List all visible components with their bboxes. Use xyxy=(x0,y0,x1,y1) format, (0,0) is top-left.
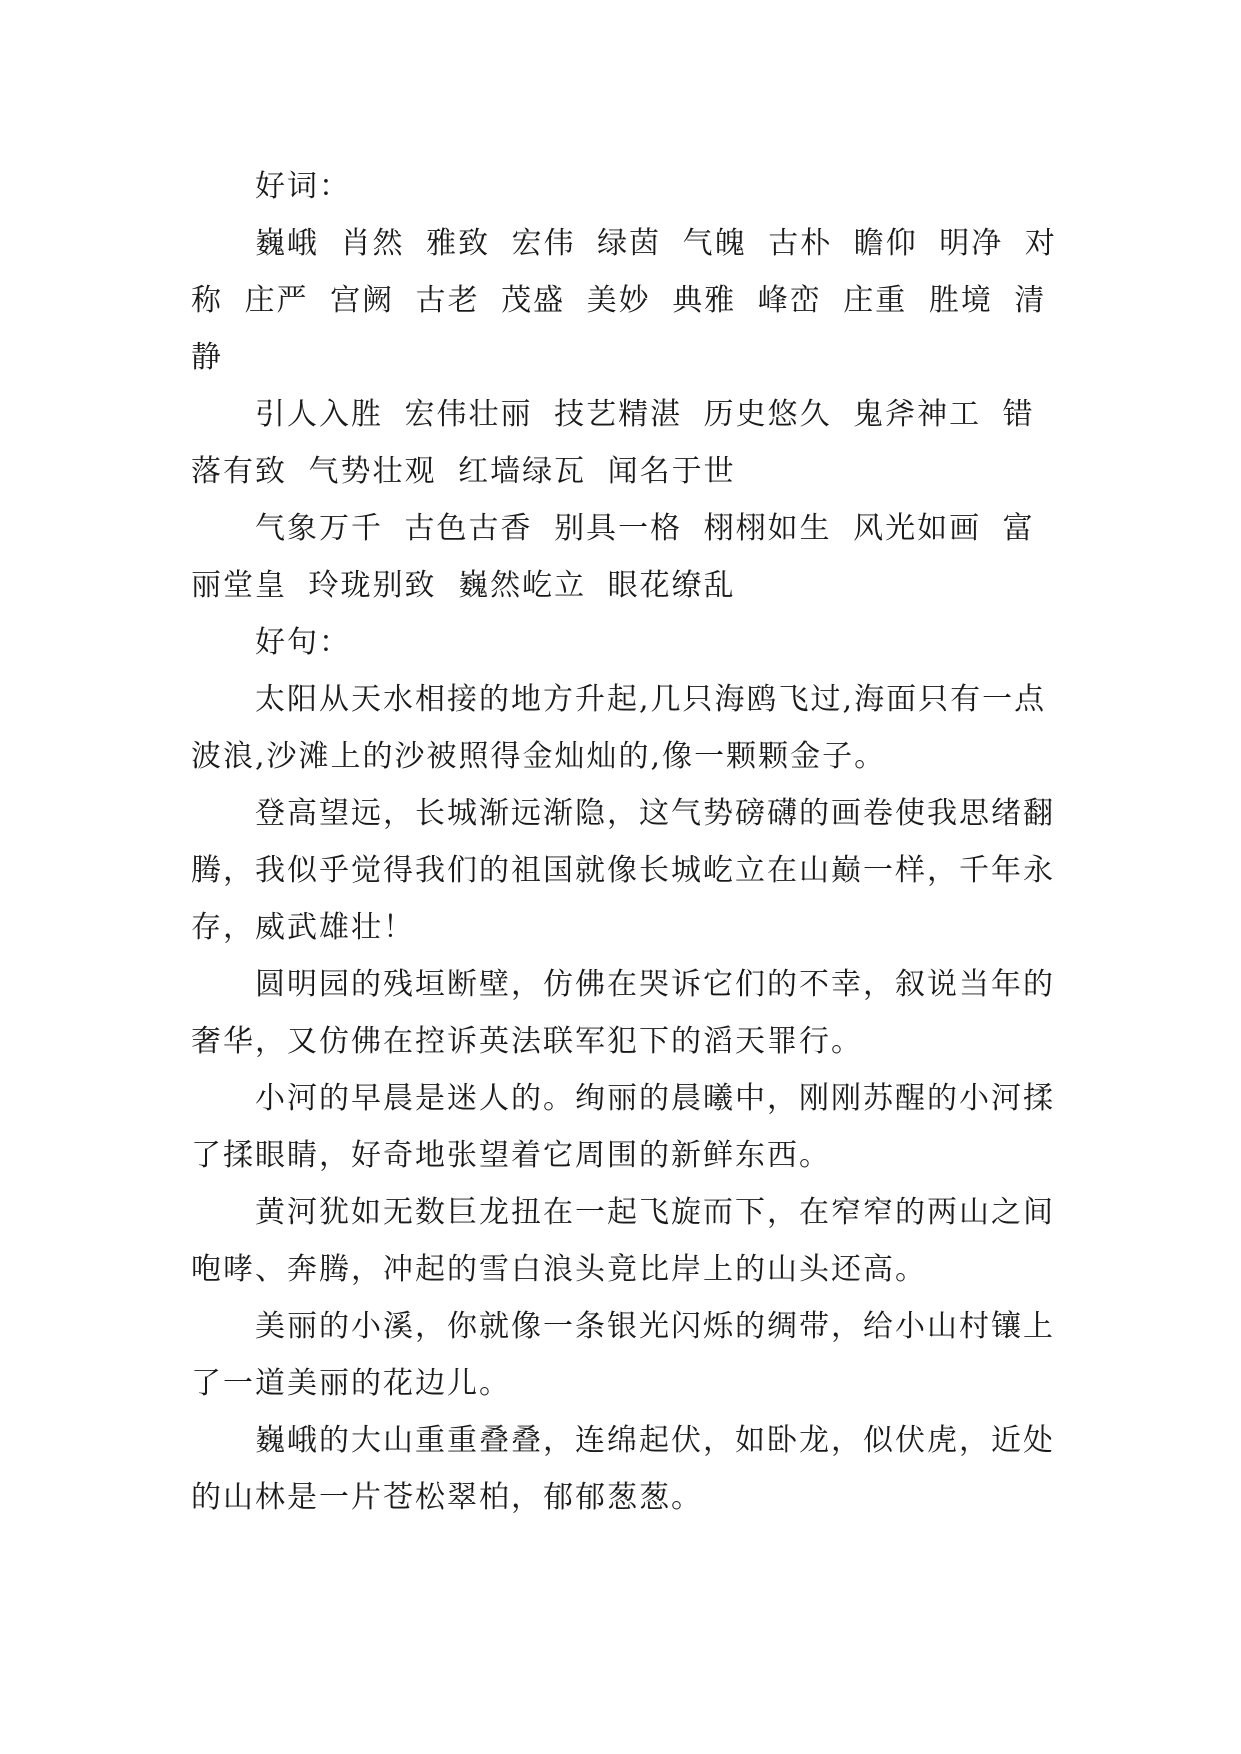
word-list-idioms-2: 气象万千 古色古香 别具一格 栩栩如生 风光如画 富丽堂皇 玲珑别致 巍然屹立 眼花缭乱 xyxy=(191,511,1035,603)
sentence-paragraph: 圆明园的残垣断壁，仿佛在哭诉它们的不幸，叙说当年的奢华，又仿佛在控诉英法联军犯下的滔天罪行。 xyxy=(191,967,1055,1059)
word-list-idioms-1: 引人入胜 宏伟壮丽 技艺精湛 历史悠久 鬼斧神工 错落有致 气势壮观 红墙绿瓦 闻名于世 xyxy=(191,397,1035,489)
sentence-paragraph: 黄河犹如无数巨龙扭在一起飞旋而下，在窄窄的两山之间咆哮、奔腾，冲起的雪白浪头竟比岸上的山头还高。 xyxy=(191,1195,1055,1287)
sentence-paragraph: 美丽的小溪，你就像一条银光闪烁的绸带，给小山村镶上了一道美丽的花边儿。 xyxy=(191,1309,1055,1401)
heading-good-words: 好词： xyxy=(255,169,351,204)
sentence-paragraph: 登高望远，长城渐远渐隐，这气势磅礴的画卷使我思绪翻腾，我似乎觉得我们的祖国就像长城屹立在山巅一样，千年永存，威武雄壮！ xyxy=(191,796,1055,945)
sentence-paragraph: 巍峨的大山重重叠叠，连绵起伏，如卧龙，似伏虎，近处的山林是一片苍松翠柏，郁郁葱葱。 xyxy=(191,1423,1055,1515)
sentence-paragraph: 太阳从天水相接的地方升起,几只海鸥飞过,海面只有一点波浪,沙滩上的沙被照得金灿灿的,像一颗颗金子。 xyxy=(191,682,1047,774)
word-list-two-char: 巍峨 肖然 雅致 宏伟 绿茵 气魄 古朴 瞻仰 明净 对称 庄严 宫阙 古老 茂盛 美妙 典雅 峰峦 庄重 胜境 清静 xyxy=(191,226,1057,375)
document-body xyxy=(191,158,1061,1526)
sentence-paragraph: 小河的早晨是迷人的。绚丽的晨曦中，刚刚苏醒的小河揉了揉眼睛，好奇地张望着它周围的新鲜东西。 xyxy=(191,1081,1055,1173)
heading-good-sentences: 好句： xyxy=(255,625,351,660)
